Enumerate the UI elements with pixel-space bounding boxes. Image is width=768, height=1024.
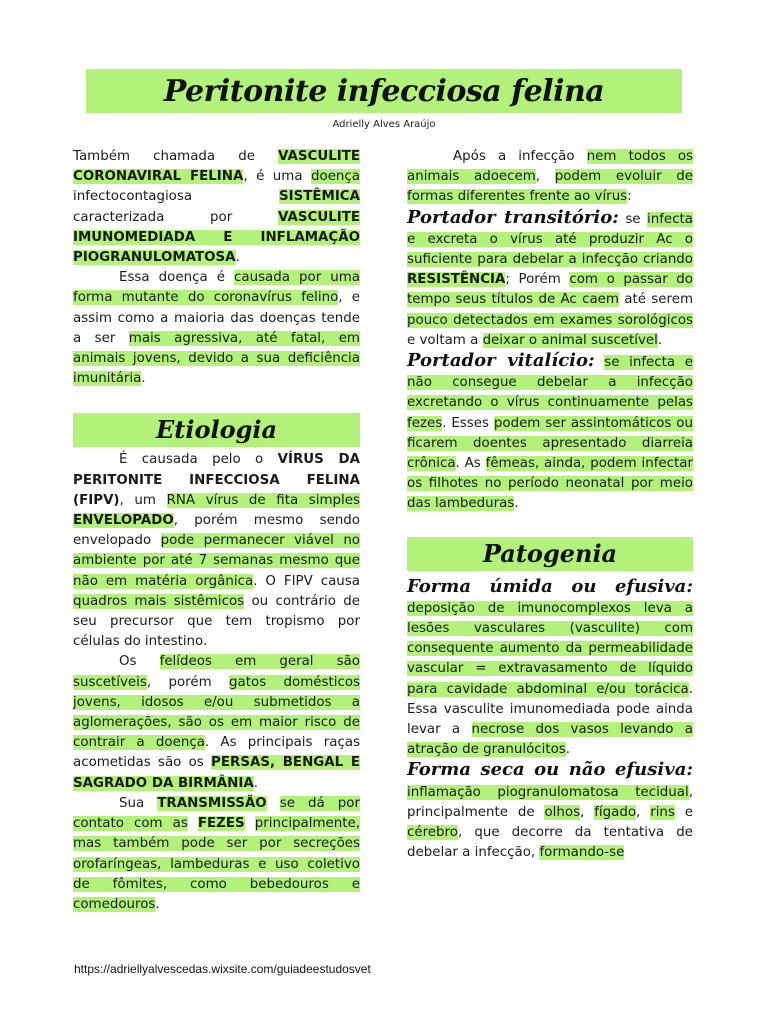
highlighted-text: olhos	[544, 804, 581, 820]
footer-url-link[interactable]: https://adriellyalvescedas.wixsite.com/guiadeestudosvet	[74, 962, 371, 976]
body-text: . Essa vasculite imunomediada pode ainda levar a	[407, 681, 693, 738]
highlighted-text: fêmeas, ainda, podem infectar os filhotes no período neonatal por meio das lambeduras	[407, 456, 693, 512]
body-text: caracterizada por	[73, 209, 279, 225]
body-text: Essa doença é	[119, 270, 235, 286]
body-text: É causada pelo o	[119, 452, 278, 468]
highlighted-text: quadros mais sistêmicos	[73, 593, 245, 609]
page-title: Peritonite infecciosa felina	[163, 73, 605, 109]
left-column	[73, 147, 360, 915]
body-text: :	[627, 189, 632, 205]
highlighted-text: gatos domésticos jovens, idosos e/ou submetidos a aglomerações, são os em maior risco de contrair a doença	[73, 674, 360, 751]
body-text: .	[657, 332, 663, 348]
body-text: Após a infecção	[453, 149, 587, 164]
body-text: VÍRUS DA PERITONITE INFECCIOSA FELINA (FIPV)	[73, 452, 360, 508]
intro-paragraph	[73, 147, 360, 268]
cause-paragraph	[73, 268, 360, 389]
highlighted-text: se infecta e não consegue debelar a infecção excretando o vírus continuamente pelas fezes	[407, 355, 693, 431]
etiology-paragraph	[73, 450, 360, 652]
body-text: . As principais raças acometidas são os	[73, 735, 360, 771]
right-column	[407, 147, 693, 864]
highlighted-text: cérebro	[407, 825, 458, 841]
patogenia-title: Patogenia	[482, 538, 618, 568]
highlighted-text: VASCULITE CORONAVIRAL FELINA	[73, 149, 360, 185]
transitory-carrier-paragraph	[407, 208, 693, 351]
title-banner	[86, 69, 682, 113]
highlighted-text: podem evoluir de formas diferentes frente ao vírus	[407, 169, 693, 205]
highlighted-text: se dá por contato com as	[73, 795, 360, 832]
body-text	[595, 355, 605, 370]
highlighted-text: PERSAS, BENGAL E SAGRADO DA BIRMÂNIA	[73, 755, 360, 791]
body-text: , é uma	[243, 169, 311, 185]
body-text: Os	[119, 654, 160, 670]
transitory-carrier-label: Portador transitório:	[407, 206, 619, 228]
dry-form-label: Forma seca ou não efusiva:	[407, 759, 693, 781]
transmission-paragraph	[73, 794, 360, 915]
highlighted-text: SISTÊMICA	[278, 189, 360, 205]
body-text: ,	[636, 804, 651, 820]
highlighted-text: inflamação piogranulomatosa tecidual	[407, 784, 689, 800]
body-text: . O FIPV causa	[253, 573, 360, 589]
highlighted-text: RNA vírus de fita simples	[166, 492, 360, 508]
highlighted-text: pode permanecer viável no ambiente por até 7 semanas mesmo que não em matéria orgânica	[73, 533, 360, 589]
highlighted-text: ENVELOPADO	[73, 513, 174, 529]
highlighted-text: necrose dos vasos levando a atração de granulócitos	[407, 722, 693, 758]
body-text: . As	[455, 456, 486, 472]
body-text: ou contrário de seu precursor que tem tropismo por células do intestino.	[73, 593, 360, 650]
highlighted-text: principalmente, mas também pode ser por secreções orofaríngeas, lambeduras e uso coletivo de fômites, como bebedouros e comedouros	[73, 816, 360, 912]
highlighted-text: fígado	[594, 804, 637, 820]
body-text	[267, 796, 280, 811]
body-text: e	[674, 804, 694, 820]
dry-form-paragraph	[407, 783, 693, 864]
highlighted-text: rins	[650, 804, 675, 820]
body-text: e voltam a	[407, 332, 483, 348]
highlighted-text: TRANSMISSÃO	[157, 795, 267, 811]
body-text: , porém	[146, 674, 230, 690]
body-text: .	[514, 496, 519, 512]
body-text: , e assim como a maioria das doenças tende a ser	[73, 290, 360, 346]
patogenia-banner	[407, 537, 693, 571]
body-text: .	[565, 742, 571, 758]
body-text: até serem	[618, 292, 693, 308]
highlighted-text: pouco detectados em exames sorológicos	[407, 312, 693, 328]
body-text: , principalmente de	[407, 784, 693, 820]
author-name: Adrielly Alves Araújo	[332, 119, 436, 130]
body-text: .	[253, 775, 258, 791]
wet-form-paragraph	[407, 599, 693, 761]
body-text: ,	[580, 804, 595, 820]
body-text: .	[235, 250, 240, 266]
body-text: infectocontagiosa	[73, 189, 279, 205]
highlighted-text: FEZES	[197, 816, 245, 832]
wet-form-heading-line	[407, 577, 693, 599]
body-text: , porém mesmo sendo envelopado	[73, 513, 360, 549]
body-text	[245, 816, 255, 831]
highlighted-text: podem ser assintomáticos ou ficarem doentes apresentado diarreia crônica	[407, 415, 693, 472]
dry-form-heading-line	[407, 760, 693, 782]
highlighted-text: deixar o animal suscetível	[482, 332, 658, 348]
lifelong-carrier-paragraph	[407, 351, 693, 515]
highlighted-text: formando-se	[539, 845, 625, 861]
highlighted-text: VASCULITE IMUNOMEDIADA E INFLAMAÇÃO PIOGRANULOMATOSA	[73, 209, 360, 266]
body-text: , um	[119, 492, 167, 508]
etiologia-banner	[73, 413, 360, 447]
body-text: .	[141, 371, 146, 387]
body-text: , que decorre da tentativa de debelar a infecção,	[407, 825, 693, 861]
highlighted-text: infecta e excreta o vírus até produzir Ac o suficiente para debelar a infecção criando	[407, 211, 693, 268]
lifelong-carrier-label: Portador vitalício:	[407, 350, 595, 372]
evolution-paragraph	[407, 147, 693, 208]
highlighted-text: deposição de imunocomplexos leva a lesões vasculares (vasculite) com consequente aumento da permeabilidade vascular = extravasamento de líquido para cavidade abdominal e/ou torácica	[407, 600, 693, 697]
body-text: se	[618, 211, 648, 227]
body-text: Sua	[119, 795, 158, 811]
body-text	[188, 816, 198, 831]
highlighted-text: com o passar do tempo seus títulos de Ac caem	[407, 272, 694, 308]
highlighted-text: mais agressiva, até fatal, em animais jovens, devido a sua deficiência imunitária	[73, 330, 360, 387]
body-text: . Esses	[442, 415, 494, 431]
lifelong-carrier-text	[407, 355, 693, 511]
body-text: ,	[535, 169, 555, 185]
highlighted-text: causada por uma forma mutante do coronavírus felino	[73, 270, 360, 306]
highlighted-text: nem todos os animais adoecem	[407, 149, 693, 185]
body-text: .	[155, 896, 160, 912]
highlighted-text: RESISTÊNCIA	[407, 272, 506, 288]
transitory-carrier-text	[407, 212, 693, 348]
body-text: Também chamada de	[73, 149, 279, 164]
etiologia-title: Etiologia	[155, 415, 278, 445]
body-text: ; Porém	[505, 272, 570, 288]
susceptibility-paragraph	[73, 652, 360, 793]
highlighted-text: doença	[311, 169, 360, 185]
highlighted-text: felídeos em geral são suscetíveis	[73, 654, 360, 690]
wet-form-label: Forma úmida ou efusiva:	[407, 575, 693, 597]
